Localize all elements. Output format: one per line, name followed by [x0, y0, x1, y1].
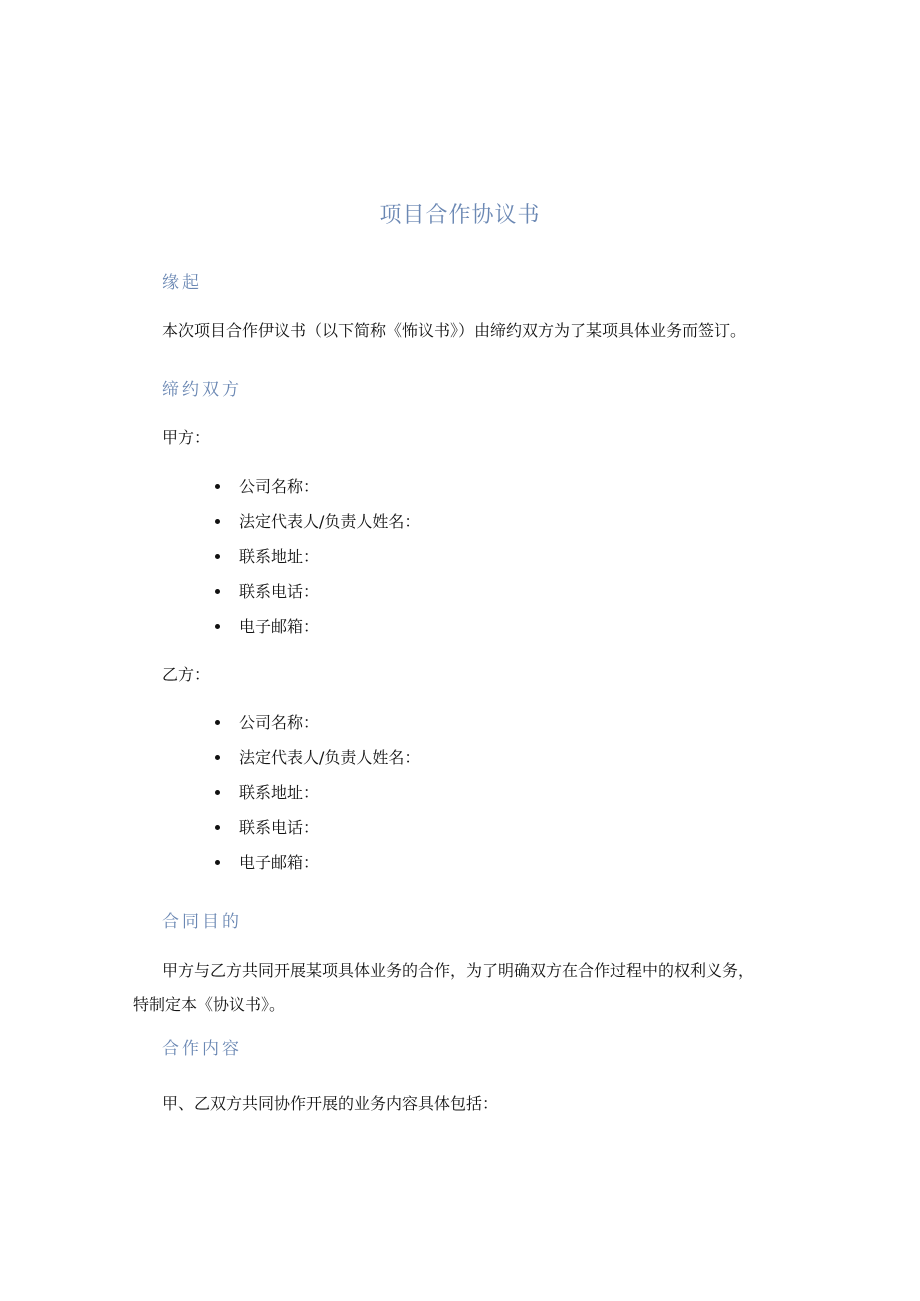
- section-heading-content: 合作内容: [162, 1039, 242, 1059]
- list-item: [211, 845, 420, 880]
- bullet-icon: [215, 624, 220, 629]
- field-company-name: 公司名称：: [239, 477, 320, 496]
- bullet-icon: [215, 790, 220, 795]
- field-email: 电子邮箱：: [239, 853, 320, 872]
- party-a-fields: [211, 469, 420, 644]
- field-legal-representative: 法定代表人/负责人姓名：: [239, 748, 421, 767]
- purpose-paragraph-line2: 特制定本《协议书》。: [133, 995, 286, 1014]
- list-item: [211, 574, 420, 609]
- list-item: [211, 469, 420, 504]
- list-item: [211, 609, 420, 644]
- bullet-icon: [215, 755, 220, 760]
- field-company-name: 公司名称：: [239, 713, 320, 732]
- document-title: 项目合作协议书: [379, 203, 541, 228]
- list-item: [211, 810, 420, 845]
- list-item: [211, 539, 420, 574]
- section-heading-origin: 缘起: [162, 273, 202, 293]
- list-item: [211, 705, 420, 740]
- field-address: 联系地址：: [239, 783, 320, 802]
- list-item: [211, 504, 420, 539]
- field-phone: 联系电话：: [239, 818, 320, 837]
- field-address: 联系地址：: [239, 547, 320, 566]
- list-item: [211, 740, 420, 775]
- party-b-label: 乙方：: [162, 665, 211, 684]
- field-phone: 联系电话：: [239, 582, 320, 601]
- bullet-icon: [215, 589, 220, 594]
- purpose-paragraph-line1: 甲方与乙方共同开展某项具体业务的合作，为了明确双方在合作过程中的权利义务，: [162, 961, 755, 980]
- list-item: [211, 775, 420, 810]
- party-b-fields: [211, 705, 420, 880]
- bullet-icon: [215, 720, 220, 725]
- bullet-icon: [215, 554, 220, 559]
- bullet-icon: [215, 860, 220, 865]
- origin-paragraph: 本次项目合作伊议书（以下简称《怖议书》）由缔约双方为了某项具体业务而签订。: [162, 321, 747, 340]
- content-paragraph: 甲、乙双方共同协作开展的业务内容具体包括：: [162, 1094, 499, 1113]
- bullet-icon: [215, 484, 220, 489]
- bullet-icon: [215, 825, 220, 830]
- bullet-icon: [215, 519, 220, 524]
- field-legal-representative: 法定代表人/负责人姓名：: [239, 512, 421, 531]
- section-heading-parties: 缔约双方: [162, 380, 242, 400]
- section-heading-purpose: 合同目的: [162, 912, 242, 932]
- party-a-label: 甲方：: [162, 428, 211, 447]
- field-email: 电子邮箱：: [239, 617, 320, 636]
